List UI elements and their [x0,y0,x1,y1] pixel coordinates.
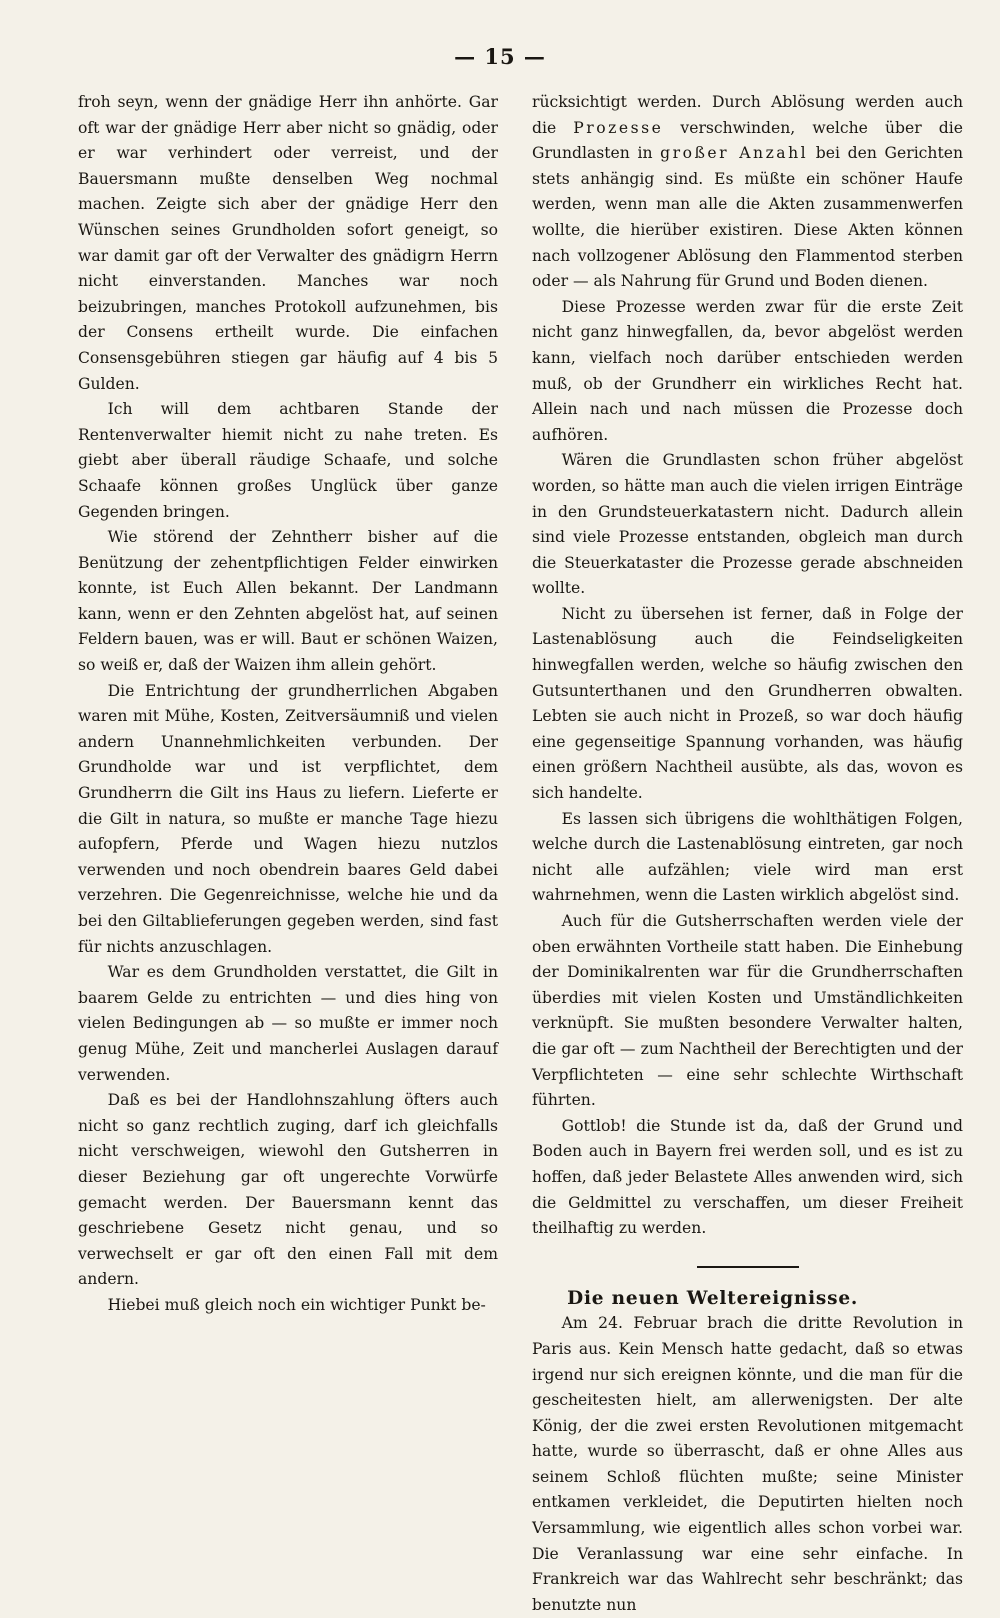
paragraph: Ich will dem achtbaren Stande der Rentenverwalter hiemit nicht zu nahe treten. Es giebt aber überall räudige Schaafe, und solche Schaafe können großes Unglück über ganze Gegenden bringen. [78,400,498,521]
paragraph: Nicht zu übersehen ist ferner, daß in Folge der Lastenablösung auch die Feindseligkeiten hinwegfallen werden, welche so häufig zwischen den Gutsunterthanen und den Grundherren obwalten. Lebten sie auch nicht in Prozeß, so war doch häufig eine gegenseitige Spannung vorhanden, was häufig einen größern Nachtheil ausübte, als das, wovon es sich handelte. [532,604,963,803]
paragraph: Hiebei muß gleich noch ein wichtiger Punkt be- [107,1295,486,1314]
text-run: verschwinden, welche über die Grundlasten in [532,118,963,163]
paragraph: Wären die Grundlasten schon früher abgelöst worden, so hätte man auch die vielen irrigen Einträge in den Grundsteuerkatastern nicht. Dadurch allein sind viele Prozesse entstanden, obgleich man durch die Steuerkataster die Prozesse gerade abschneiden wollte. [532,451,963,598]
spaced-text: Prozesse [573,118,664,137]
page-number: — 15 — [454,44,546,69]
left-column [78,90,498,1319]
article-headline: Die neuen Weltereignisse. [567,1287,859,1309]
spaced-text: großer Anzahl [660,144,809,163]
paragraph: froh seyn, wenn der gnädige Herr ihn anhörte. Gar oft war der gnädige Herr aber nicht so gnädig, oder er war verhindert oder verreist, und der Bauersmann mußte denselben Weg nochmal machen. Zeigte sich aber der gnädige Herr den Wünschen seines Grundholden sofort geneigt, so war damit gar oft der Verwalter des gnädigrn Herrn nicht einverstanden. Manches war noch beizubringen, manches Protokoll aufzunehmen, bis der Consens ertheilt wurde. Die einfachen Consensgebühren stiegen gar häufig auf 4 bis 5 Gulden. [78,93,498,393]
paragraph: Auch für die Gutsherrschaften werden viele der oben erwähnten Vortheile statt haben. Die Einhebung der Dominikalrenten war für die Grundherrschaften überdies mit vielen Kosten und Umständlichkeiten verknüpft. Sie mußten besondere Verwalter halten, die gar oft — zum Nachtheil der Berechtigten und der Verpflichteten — eine sehr schlechte Wirthschaft führten. [532,912,963,1110]
paragraph: War es dem Grundholden verstattet, die Gilt in baarem Gelde zu entrichten — und dies hing von vielen Bedingungen ab — so mußte er immer noch genug Mühe, Zeit und mancherlei Auslagen darauf verwenden. [78,963,498,1084]
right-column [532,90,963,1618]
text-run: rücksichtigt werden. Durch Ablösung werden auch die [532,93,963,137]
paragraph: Es lassen sich übrigens die wohlthätigen Folgen, welche durch die Lastenablösung eintreten, gar noch nicht alle aufzählen; viele wird man erst wahrnehmen, wenn die Lasten wirklich abgelöst sind. [532,809,963,905]
paragraph: Am 24. Februar brach die dritte Revolution in Paris aus. Kein Mensch hatte gedacht, daß so etwas irgend nur sich ereignen könnte, und die man für die gescheitesten hielt, am allerwenigsten. Der alte König, der die zwei ersten Revolutionen mitgemacht hatte, wurde so überrascht, daß er ohne Alles aus seinem Schloß flüchten mußte; seine Minister entkamen verkleidet, die Deputirten hielten noch Versammlung, wie eigentlich alles schon vorbei war. Die Veranlassung war eine sehr einfache. In Frankreich war das Wahlrecht sehr beschränkt; das benutzte nun [532,1314,963,1614]
section-divider [697,1266,799,1268]
paragraph: Die Entrichtung der grundherrlichen Abgaben waren mit Mühe, Kosten, Zeitversäumniß und vielen andern Unannehmlichkeiten verbunden. Der Grundholde war und ist verpflichtet, dem Grundherrn die Gilt ins Haus zu liefern. Lieferte er die Gilt in natura, so mußte er manche Tage hiezu aufopfern, Pferde und Wagen hiezu nutzlos verwenden und noch obendrein baares Geld dabei verzehren. Die Gegenreichnisse, welche hie und da bei den Giltablieferungen gegeben werden, sind fast für nichts anzuschlagen. [78,681,498,956]
paragraph: Diese Prozesse werden zwar für die erste Zeit nicht ganz hinwegfallen, da, bevor abgelöst werden kann, vielfach noch darüber entschieden werden muß, ob der Grundherr ein wirkliches Recht hat. Allein nach und nach müssen die Prozesse doch aufhören. [532,297,963,444]
paragraph: Daß es bei der Handlohnszahlung öfters auch nicht so ganz rechtlich zuging, darf ich gleichfalls nicht verschweigen, wiewohl den Gutsherren in dieser Beziehung gar oft ungerechte Vorwürfe gemacht werden. Der Bauersmann kennt das geschriebene Gesetz nicht genau, und so verwechselt er gar oft den einen Fall mit dem andern. [78,1091,498,1289]
paragraph [532,90,963,295]
paragraph: Wie störend der Zehntherr bisher auf die Benützung der zehentpflichtigen Felder einwirken konnte, ist Euch Allen bekannt. Der Landmann kann, wenn er den Zehnten abgelöst hat, auf seinen Feldern bauen, was er will. Baut er schönen Waizen, so weiß er, daß der Waizen ihm allein gehört. [78,528,498,675]
text-run: bei den Gerichten stets anhängig sind. Es müßte ein schöner Haufe werden, wenn man alle die Akten zusammenwerfen wollte, die hierüber existiren. Diese Akten können nach vollzogener Ablösung den Flammentod sterben oder — als Nahrung für Grund und Boden dienen. [532,144,963,291]
paragraph: Gottlob! die Stunde ist da, daß der Grund und Boden auch in Bayern frei werden soll, und es ist zu hoffen, daß jeder Belastete Alles anwenden wird, sich die Geldmittel zu verschaffen, um dieser Freiheit theilhaftig zu werden. [532,1116,963,1238]
